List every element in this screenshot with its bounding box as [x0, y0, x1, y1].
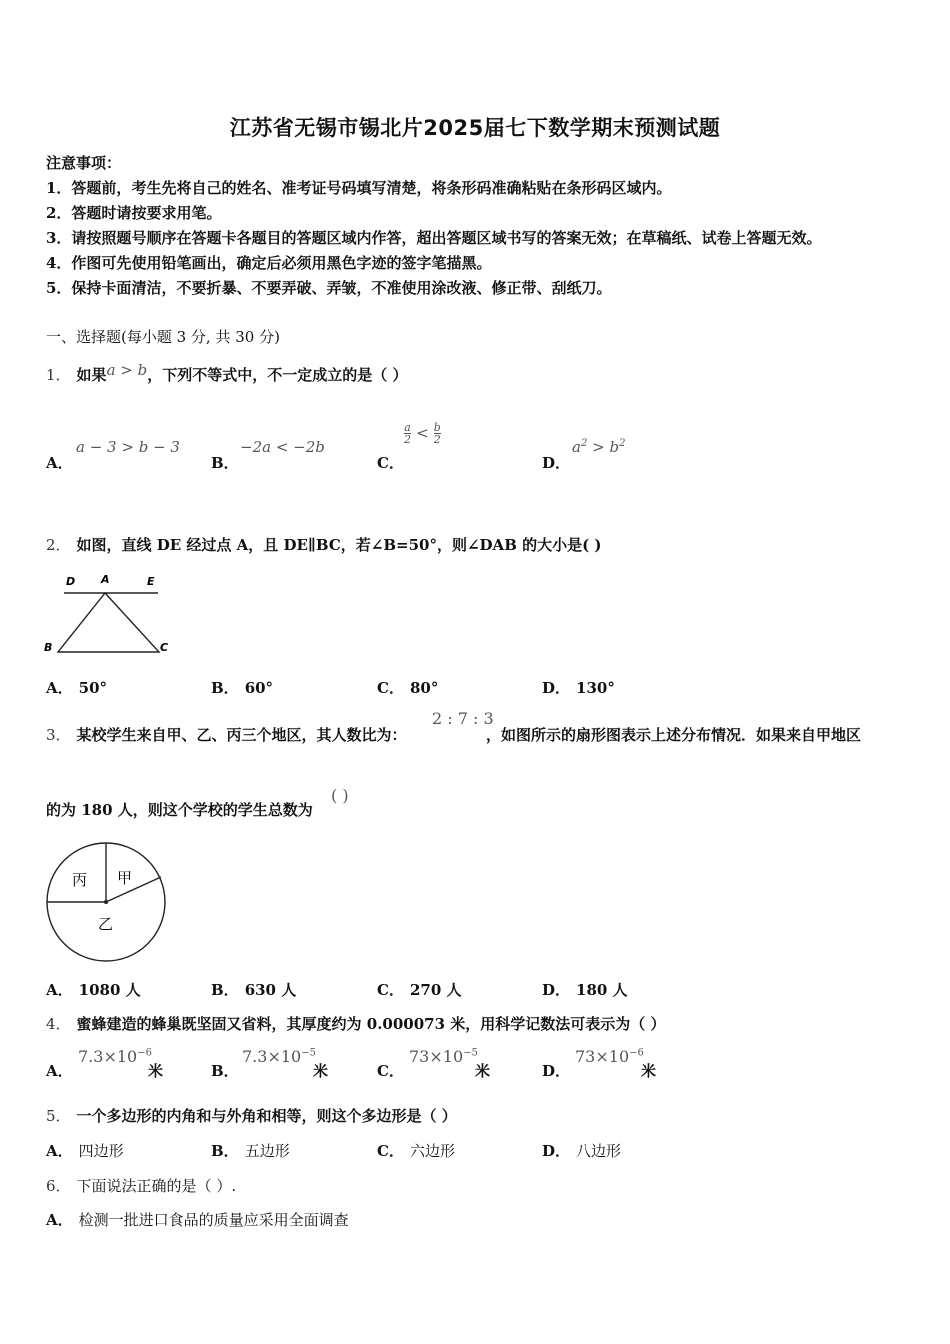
question-number: 6． — [46, 1177, 71, 1195]
label-d: D — [66, 575, 76, 588]
label-jia: 甲 — [117, 869, 133, 887]
section-heading: 一、选择题(每小题 3 分, 共 30 分) — [46, 328, 280, 346]
option-c[interactable]: C． 80° — [377, 679, 439, 697]
question-2 — [46, 534, 602, 555]
option-label: A． — [46, 454, 73, 472]
answer-paren: ( ) — [331, 786, 349, 805]
question-1 — [46, 361, 408, 385]
option-b[interactable]: B． 630 人 — [211, 981, 297, 999]
option-b-unit: 米 — [313, 1062, 329, 1080]
notice-heading: 注意事项： — [46, 154, 122, 172]
notice-item-1: 1．答题前，考生先将自己的姓名、准考证号码填写清楚，将条形码准确粘贴在条形码区域内。 — [46, 179, 672, 197]
label-e: E — [147, 575, 155, 588]
question-number: 1． — [46, 366, 71, 384]
notice-item-2: 2．答题时请按要求用笔。 — [46, 204, 222, 222]
option-c[interactable]: C． — [377, 1062, 404, 1080]
option-a[interactable]: A． 四边形 — [46, 1142, 124, 1160]
question-6 — [46, 1175, 236, 1196]
option-a[interactable]: A． — [46, 1062, 73, 1080]
question-text: 蜜蜂建造的蜂巢既坚固又省料，其厚度约为 0.000073 米，用科学记数法可表示为（ ） — [76, 1015, 666, 1033]
option-d[interactable]: D． 180 人 — [542, 981, 628, 999]
option-b-math: −2a < −2b — [240, 438, 325, 456]
option-b[interactable]: B． 60° — [211, 679, 274, 697]
option-a-math: $7.3\times 10^{-6}$ — [78, 1047, 152, 1066]
notice-item-4: 4．作图可先使用铅笔画出，确定后必须用黑色字迹的签字笔描黑。 — [46, 254, 492, 272]
option-a-math: a − 3 > b − 3 — [76, 438, 180, 456]
option-c[interactable] — [377, 452, 410, 473]
question-number: 4． — [46, 1015, 71, 1033]
option-d-unit: 米 — [641, 1062, 657, 1080]
label-yi: 乙 — [98, 915, 114, 933]
option-d-math: $73\times 10^{-6}$ — [575, 1047, 644, 1066]
math-condition: a > b — [106, 361, 148, 379]
option-d[interactable]: D． 130° — [542, 679, 615, 697]
label-c: C — [160, 641, 169, 654]
option-a-unit: 米 — [148, 1062, 164, 1080]
question-3 — [46, 724, 407, 745]
option-b[interactable]: B． 五边形 — [211, 1142, 290, 1160]
option-label: C． — [377, 454, 404, 472]
option-d[interactable]: D． 八边形 — [542, 1142, 622, 1160]
less-than: < — [416, 424, 429, 442]
pie-chart — [44, 840, 168, 964]
option-c-math: $73\times 10^{-5}$ — [409, 1047, 478, 1066]
question-text: 如图，直线 DE 经过点 A，且 DE∥BC，若∠B=50°，则∠DAB 的大小是( ) — [76, 536, 602, 554]
question-text-pre: 某校学生来自甲、乙、丙三个地区，其人数比为： — [76, 726, 407, 744]
option-b-math: $7.3\times 10^{-5}$ — [242, 1047, 316, 1066]
page-title: 江苏省无锡市锡北片2025届七下数学期末预测试题 — [229, 116, 721, 140]
label-a: A — [101, 573, 110, 586]
option-c-unit: 米 — [475, 1062, 491, 1080]
question-text: 一个多边形的内角和与外角和相等，则这个多边形是（ ） — [76, 1107, 457, 1125]
question-text-pre: 如果 — [76, 366, 107, 384]
label-b: B — [44, 641, 53, 654]
option-label: B． — [211, 454, 239, 472]
option-c[interactable]: C． 六边形 — [377, 1142, 455, 1160]
question-number: 5． — [46, 1107, 71, 1125]
question-text-line2: 的为 180 人，则这个学校的学生总数为 — [46, 801, 313, 819]
question-number: 3． — [46, 726, 71, 744]
fraction-b-over-2: $\frac{b}{2}$ — [433, 421, 441, 446]
question-number: 2． — [46, 536, 71, 554]
triangle-figure — [40, 570, 170, 660]
label-bing: 丙 — [72, 871, 88, 889]
question-5 — [46, 1105, 457, 1126]
triangle-abc — [58, 593, 159, 652]
question-text: 下面说法正确的是（ ）. — [76, 1177, 237, 1195]
option-c-math — [404, 422, 441, 445]
option-b[interactable]: B． — [211, 1062, 239, 1080]
question-text-post: ，下列不等式中，不一定成立的是（ ） — [147, 366, 408, 384]
question-4 — [46, 1013, 666, 1034]
ratio-math: 2 : 7 : 3 — [432, 709, 494, 728]
option-a[interactable]: A． 检测一批进口食品的质量应采用全面调查 — [46, 1211, 349, 1229]
pie-divider-right — [106, 877, 161, 902]
option-a[interactable] — [46, 452, 79, 473]
option-d-math: $a^2 > b^2$ — [572, 438, 626, 456]
notice-item-5: 5．保持卡面清洁，不要折暴、不要弄破、弄皱，不准使用涂改液、修正带、刮纸刀。 — [46, 279, 612, 297]
option-a[interactable]: A． 50° — [46, 679, 108, 697]
fraction-a-over-2: $\frac{a}{2}$ — [404, 421, 411, 446]
option-d[interactable] — [542, 452, 576, 473]
question-text-post: ，如图所示的扇形图表示上述分布情况．如果来自甲地区 — [486, 726, 862, 744]
pie-center — [104, 900, 108, 904]
option-label: D． — [542, 454, 571, 472]
option-c[interactable]: C． 270 人 — [377, 981, 462, 999]
option-a[interactable]: A． 1080 人 — [46, 981, 141, 999]
option-d[interactable]: D． — [542, 1062, 571, 1080]
notice-item-3: 3．请按照题号顺序在答题卡各题目的答题区域内作答，超出答题区域书写的答案无效；在草稿纸、试卷上答题无效。 — [46, 229, 822, 247]
